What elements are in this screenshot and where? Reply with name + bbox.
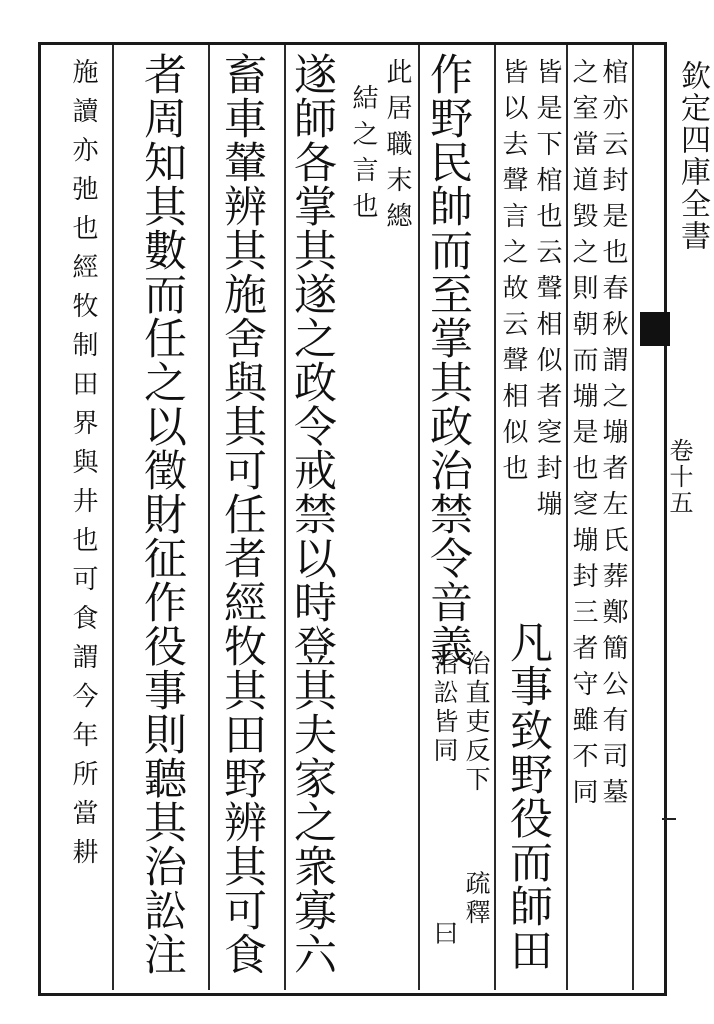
text-column-2: 之室當道毀之則朝而塴是也窆塴封三者守雖不同 [568, 58, 598, 814]
text-column-6-b: 曰 [430, 920, 459, 949]
column-rule [632, 45, 634, 990]
text-column-3-main: 凡事致野役而師田 [503, 620, 553, 972]
fish-tail-mark [640, 312, 670, 346]
text-column-5: 作野民帥而至掌其政治禁令音義 [423, 52, 473, 668]
column-rule [112, 45, 114, 990]
text-column-5-note: 治直吏反下 [462, 650, 491, 795]
text-column-8: 結之言也 [348, 84, 378, 228]
text-column-6: 治訟皆同 [430, 650, 459, 766]
outer-edge-rule [664, 42, 667, 993]
text-column-5-note-2: 疏釋 [462, 870, 491, 928]
book-title: 欽定四庫全書 [675, 60, 710, 252]
margin-tick [662, 818, 676, 820]
column-rule [494, 45, 496, 990]
text-column-11: 者周知其數而任之以徵財征作役事則聽其治訟注 [137, 52, 187, 976]
column-rule [418, 45, 420, 990]
text-column-4: 皆以去聲言之故云聲相似也 [498, 58, 528, 490]
column-rule [208, 45, 210, 990]
text-column-12: 施讀亦弛也經牧制田界與井也可食謂今年所當耕 [68, 58, 98, 877]
text-column-1: 棺亦云封是也春秋謂之塴者左氏葬鄭簡公有司墓 [598, 58, 628, 814]
volume-label: 卷十五 [665, 438, 693, 516]
text-column-7: 此居職末總 [382, 58, 412, 238]
text-column-10: 畜車輦辨其施舍與其可任者經牧其田野辨其可食 [217, 52, 267, 976]
text-column-9: 遂師各掌其遂之政令戒禁以時登其夫家之衆寡六 [287, 52, 337, 976]
column-rule [284, 45, 286, 990]
text-column-3: 皆是下棺也云聲相似者窆封塴 [532, 58, 562, 526]
